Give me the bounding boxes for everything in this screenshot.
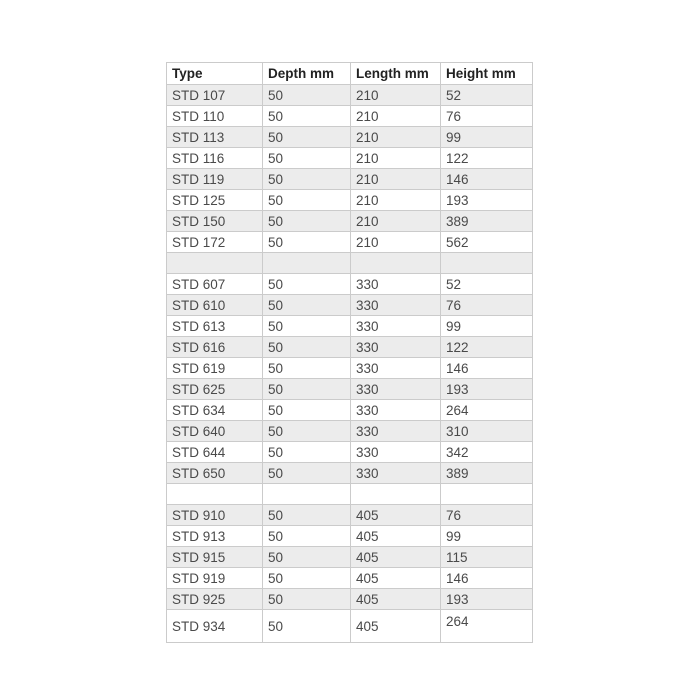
table-cell: 50 [263,169,351,190]
table-body [167,85,533,643]
table-cell: STD 150 [167,211,263,232]
table-cell: STD 616 [167,337,263,358]
table-row [167,505,533,526]
table-cell: STD 650 [167,463,263,484]
table-cell: STD 125 [167,190,263,211]
column-header: Height mm [441,63,533,85]
table-cell: 389 [441,463,533,484]
table-row [167,190,533,211]
table-cell: 210 [351,106,441,127]
table-cell [263,253,351,274]
table-cell: STD 113 [167,127,263,148]
table-row [167,211,533,232]
table-cell: 405 [351,589,441,610]
table-row [167,568,533,589]
table-cell: STD 610 [167,295,263,316]
table-row [167,463,533,484]
table-cell: 115 [441,547,533,568]
table-row [167,148,533,169]
table-cell [263,484,351,505]
table-head [167,63,533,85]
table-cell: 146 [441,358,533,379]
table-cell: 50 [263,442,351,463]
table-cell: STD 619 [167,358,263,379]
table-cell: 330 [351,421,441,442]
table-row [167,274,533,295]
table-cell: STD 107 [167,85,263,106]
table-cell: 50 [263,379,351,400]
table-cell: 330 [351,358,441,379]
table-cell: 50 [263,400,351,421]
table-cell: 50 [263,85,351,106]
table-cell: 210 [351,232,441,253]
table-cell: 99 [441,127,533,148]
table-cell: 146 [441,568,533,589]
table-cell: 99 [441,316,533,337]
table-cell: 210 [351,85,441,106]
table-cell: 50 [263,211,351,232]
table-cell: 193 [441,589,533,610]
table-cell: 50 [263,547,351,568]
table-cell: 146 [441,169,533,190]
table-cell: 330 [351,274,441,295]
table-cell: 405 [351,505,441,526]
table-cell: 330 [351,463,441,484]
table-cell: STD 915 [167,547,263,568]
table-cell: 264 [441,400,533,421]
table-cell: 310 [441,421,533,442]
table-cell: 50 [263,106,351,127]
table-cell [351,253,441,274]
table-cell: 76 [441,505,533,526]
column-header: Length mm [351,63,441,85]
table-cell: 330 [351,400,441,421]
table-cell [441,484,533,505]
table-cell: STD 110 [167,106,263,127]
table-cell [351,484,441,505]
table-cell [167,253,263,274]
column-header: Depth mm [263,63,351,85]
table-cell: STD 934 [167,610,263,643]
table-cell: 50 [263,337,351,358]
table-cell: 50 [263,358,351,379]
spec-table [166,62,533,643]
table-cell: STD 119 [167,169,263,190]
table-cell: 50 [263,127,351,148]
table-cell: STD 634 [167,400,263,421]
table-row [167,358,533,379]
table-cell: STD 913 [167,526,263,547]
table-cell: 50 [263,295,351,316]
table-row [167,589,533,610]
table-cell: STD 607 [167,274,263,295]
table-row [167,379,533,400]
table-cell: 52 [441,85,533,106]
table-cell: 330 [351,295,441,316]
separator-row [167,484,533,505]
table-cell: 50 [263,421,351,442]
table-cell: 50 [263,316,351,337]
table-row [167,547,533,568]
table-cell: 50 [263,148,351,169]
table-cell [441,253,533,274]
table-cell: STD 910 [167,505,263,526]
table-row [167,526,533,547]
table-cell: STD 172 [167,232,263,253]
table-cell: 52 [441,274,533,295]
table-cell: 193 [441,190,533,211]
table-cell: STD 919 [167,568,263,589]
table-cell: 210 [351,190,441,211]
table-row [167,400,533,421]
table-row [167,337,533,358]
table-row [167,232,533,253]
column-header: Type [167,63,263,85]
table-cell: STD 613 [167,316,263,337]
table-row [167,85,533,106]
table-cell: 50 [263,610,351,643]
table-row [167,610,533,643]
table-cell: STD 925 [167,589,263,610]
table-cell: 562 [441,232,533,253]
table-cell: 50 [263,274,351,295]
table-cell: 389 [441,211,533,232]
table-cell: 50 [263,232,351,253]
table-cell: 342 [441,442,533,463]
table-cell: 330 [351,379,441,400]
table-cell: 264 [441,610,533,643]
table-cell: 405 [351,526,441,547]
table-cell: 50 [263,463,351,484]
table-cell: 50 [263,589,351,610]
table-cell [167,484,263,505]
table-cell: 193 [441,379,533,400]
table-row [167,295,533,316]
table-row [167,169,533,190]
table-cell: 210 [351,127,441,148]
table-cell: 405 [351,568,441,589]
table-cell: 50 [263,505,351,526]
table-cell: STD 116 [167,148,263,169]
table-cell: 50 [263,568,351,589]
table-row [167,316,533,337]
table-cell: 405 [351,610,441,643]
table-cell: STD 625 [167,379,263,400]
table-row [167,442,533,463]
table-row [167,127,533,148]
table-cell: 330 [351,442,441,463]
table-cell: 99 [441,526,533,547]
table-cell: 122 [441,337,533,358]
header-row [167,63,533,85]
table-row [167,421,533,442]
table-cell: 50 [263,526,351,547]
separator-row [167,253,533,274]
table-row [167,106,533,127]
table-cell: 76 [441,106,533,127]
table-cell: 330 [351,337,441,358]
table-cell: STD 644 [167,442,263,463]
table-cell: STD 640 [167,421,263,442]
table-cell: 50 [263,190,351,211]
table-cell: 405 [351,547,441,568]
table-cell: 122 [441,148,533,169]
table-cell: 210 [351,148,441,169]
table-cell: 210 [351,211,441,232]
table-cell: 76 [441,295,533,316]
table-cell: 210 [351,169,441,190]
table-cell: 330 [351,316,441,337]
